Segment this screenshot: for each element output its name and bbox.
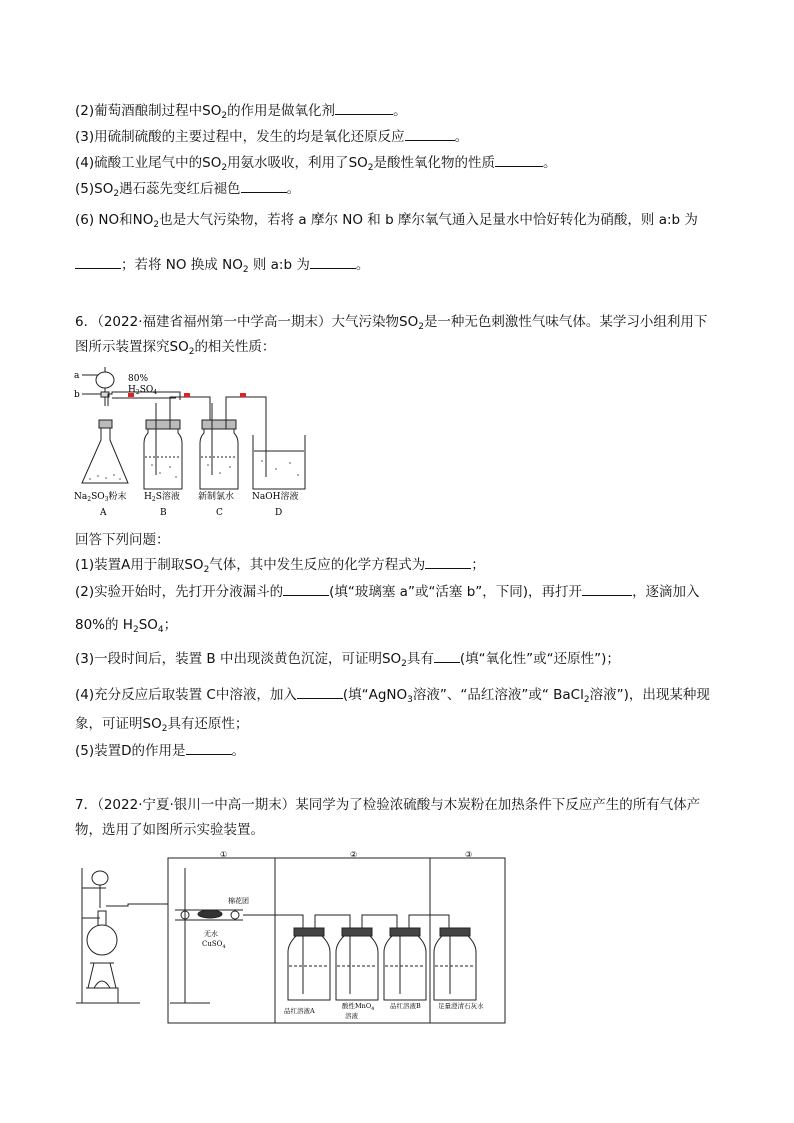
answer-blank[interactable] [405,126,455,141]
answer-blank[interactable] [283,581,329,596]
q7-header: 7．（2022·宁夏·银川一中高一期末）某同学为了检验浓硫酸与木炭粉在加热条件下反应产生的所有气体产 [75,797,701,813]
answer-blank[interactable] [241,178,287,193]
answer-blank[interactable] [425,554,471,569]
q5-item-6: (6) NO和$NO_2$也是大气污染物，若将 a 摩尔 NO 和 b 摩尔氧气通入足量水中恰好转化为硝酸，则 a:b 为 [75,212,698,230]
q5-item-6-cont: ；若将 NO 换成 $NO_2$ 则 a:b 为 。 [75,254,369,275]
label-b: b [74,390,80,400]
cotton-label: 棉花团 [228,897,249,905]
id-c: C [216,508,223,518]
section-2-label: ② [350,850,358,859]
answer-blank[interactable] [186,740,232,755]
bottle-d-label: NaOH溶液 [252,492,299,502]
q6-apparatus-figure [70,365,320,520]
q6-part-5: (5)装置D的作用是 。 [75,740,245,761]
answer-blank[interactable] [75,254,121,269]
q5-item-4: (4)硫酸工业尾气中的$SO_2$用氨水吸收，利用了$SO_2$是酸性氧化物的性质 。 [75,152,557,173]
q7-header-cont: 物，选用了如图所示实验装置。 [75,822,264,838]
q6-part-4: (4)充分反应后取装置 C中溶液，加入 (填“AgNO$_3$溶液”、“品红溶液”或“ BaCl$_2$溶液”)，出现某种现 [75,684,710,705]
answer-blank[interactable] [582,581,632,596]
answer-blank[interactable] [495,152,543,167]
answer-blank[interactable] [335,100,393,115]
id-a: A [100,508,107,518]
bottle-2-label-line2: 溶液 [345,1012,358,1020]
q6-part-2: (2)实验开始时，先打开分液漏斗的 (填“玻璃塞 a”或“活塞 b”，下同)，再打开 ，逐滴加入 [75,581,700,602]
acid-formula: $H_2SO_4$ [128,385,158,396]
q6-part-4-cont: 象，可证明$SO_2$具有还原性； [75,716,249,734]
bottle-2-label: 酸性MnO$_4$ [342,1002,375,1012]
answer-blank[interactable] [434,648,460,663]
q6-header-cont: 图所示装置探究$SO_2$的相关性质： [75,339,276,357]
cuso4-label: CuSO$_4$ [202,940,226,950]
id-d: D [275,508,283,518]
bottle-3-label: 品红溶液B [390,1002,421,1010]
section-1-label: ① [220,850,228,859]
q6-header: 6．（2022·福建省福州第一中学高一期末）大气污染物$SO_2$是一种无色刺激性气味气体。某学习小组利用下 [75,314,708,332]
bottle-1-label: 品红溶液A [284,1007,315,1015]
q6-part-1: (1)装置A用于制取$SO_2$气体，其中发生反应的化学方程式为 ； [75,554,485,575]
bottle-c-label: 新制氯水 [198,492,235,502]
q6-prompt: 回答下列问题： [75,532,170,548]
section-3-label: ③ [465,850,473,859]
acid-percent: 80% [128,374,149,384]
q7-apparatus-figure [70,848,510,1028]
q5-item-3: (3)用硫制硫酸的主要过程中，发生的均是氧化还原反应 。 [75,126,468,147]
q6-part-3: (3)一段时间后，装置 B 中出现淡黄色沉淀，可证明$SO_2$具有 (填“氧化性”或“还原性”)； [75,648,620,669]
label-a: a [74,371,80,381]
flask-label: $Na_2SO_3$粉末 [74,492,127,503]
q5-item-2: (2)葡萄酒酿制过程中$SO_2$的作用是做氧化剂 。 [75,100,407,121]
q6-part-2-cont: 80%的 $H_2SO_4$； [75,617,178,635]
q5-item-5: $(5)SO_2$遇石蕊先变红后褪色 。 [75,178,300,199]
id-b: B [160,508,167,518]
bottle-4-label: 足量澄清石灰水 [438,1002,484,1010]
anhydrous-label: 无水 [204,930,218,938]
bottle-b-label: $H_2S$溶液 [144,492,180,503]
answer-blank[interactable] [297,684,343,699]
answer-blank[interactable] [310,254,356,269]
